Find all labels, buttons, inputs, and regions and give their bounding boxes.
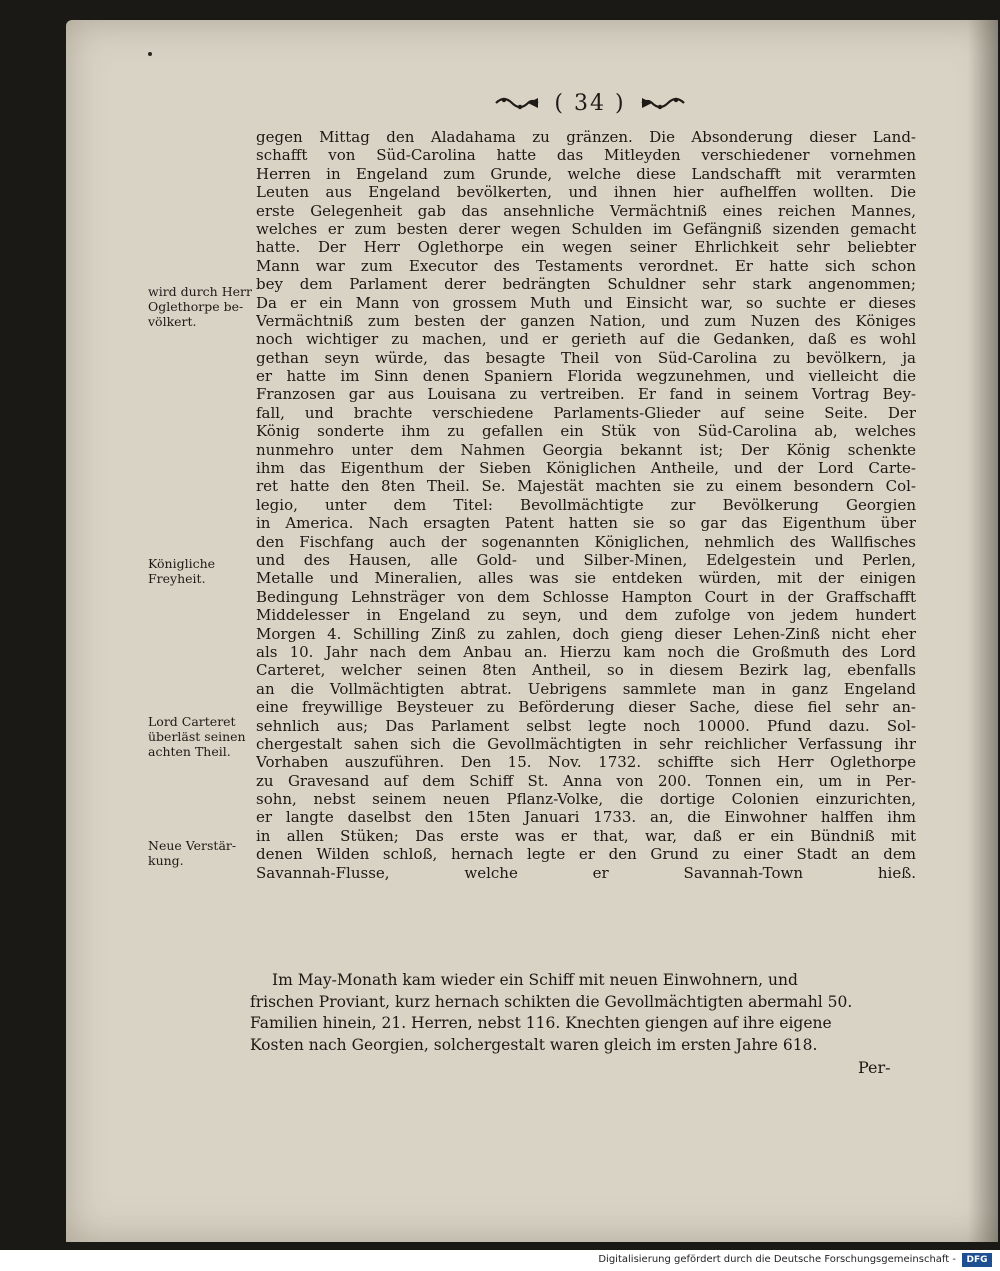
text-line: sohn, nebst seinem neuen Pflanz-Volke, die dortige Colonien einzurichten,	[256, 790, 916, 809]
text-line: Mann war zum Executor des Testaments verordnet. Er hatte sich schon	[256, 256, 916, 275]
text-line: Familien hinein, 21. Herren, nebst 116. Knechten giengen auf ihre eigene	[250, 1014, 832, 1032]
dfg-logo-icon: DFG	[962, 1253, 992, 1267]
text-line: Da er ein Mann von grossem Muth und Einsicht war, so suchte er dieses	[256, 293, 916, 312]
margin-note-line: Oglethorpe be-	[148, 299, 244, 314]
margin-note-carteret	[148, 714, 256, 759]
text-line: legio, unter dem Titel: Bevollmächtigte zur Bevölkerung Georgien	[256, 495, 916, 514]
text-line: eine freywillige Beysteuer zu Beförderung dieser Sache, diese fiel sehr an-	[256, 698, 916, 717]
text-line: zu Gravesand auf dem Schiff St. Anna von 200. Tonnen ein, um in Per-	[256, 771, 916, 790]
margin-note-line: Lord Carteret	[148, 714, 236, 729]
text-line: Vermächtniß zum besten der ganzen Nation, und zum Nuzen des Königes	[256, 311, 916, 330]
text-line: Carteret, welcher seinen 8ten Antheil, so in diesem Bezirk lag, ebenfalls	[256, 661, 916, 680]
text-line: in America. Nach ersagten Patent hatten sie so gar das Eigenthum über	[256, 514, 916, 533]
text-line: Middelesser in Engeland zu seyn, und dem zufolge von jedem hundert	[256, 606, 916, 625]
text-line: Franzosen gar aus Louisana zu vertreiben. Er fand in seinem Vortrag Bey-	[256, 385, 916, 404]
text-line: sehnlich aus; Das Parlament selbst legte noch 10000. Pfund dazu. Sol-	[256, 716, 916, 735]
text-line: fall, und brachte verschiedene Parlaments-Glieder auf seine Seite. Der	[256, 403, 916, 422]
catchword: Per-	[858, 1058, 891, 1077]
left-ornament-icon	[494, 94, 540, 112]
text-line: er langte daselbst den 15ten Januari 1733. an, die Einwohner halffen ihm	[256, 808, 916, 827]
text-line: ret hatte den 8ten Theil. Se. Majestät machten sie zu einem besondern Col-	[256, 477, 916, 496]
text-line: Im May-Monath kam wieder ein Schiff mit neuen Einwohnern, und	[272, 971, 798, 989]
text-line: Bedingung Lehnsträger von dem Schlosse Hampton Court in der Graffschafft	[256, 587, 916, 606]
margin-note-oglethorpe	[148, 284, 256, 329]
text-line: nunmehro unter dem Nahmen Georgia bekannt ist; Der König schenkte	[256, 440, 916, 459]
text-line: noch wichtiger zu machen, und er gerieth auf die Gedanken, daß es wohl	[256, 330, 916, 349]
main-paragraph	[256, 128, 916, 882]
margin-note-line: Neue Verstär-	[148, 838, 237, 853]
text-line: Savannah-Flusse, welche er Savannah-Town hieß.	[256, 863, 916, 882]
text-line: und des Hausen, alle Gold- und Silber-Minen, Edelgestein und Perlen,	[256, 550, 916, 569]
margin-note-line: Königliche	[148, 556, 216, 571]
text-line: Herren in Engeland zum Grunde, welche diese Landschafft mit verarmten	[256, 164, 916, 183]
text-line: Morgen 4. Schilling Zinß zu zahlen, doch gieng dieser Lehen-Zinß nicht eher	[256, 624, 916, 643]
text-line: Vorhaben auszuführen. Den 15. Nov. 1732. schiffte sich Herr Oglethorpe	[256, 753, 916, 772]
margin-note-line: völkert.	[148, 314, 197, 329]
text-line: chergestalt sahen sich die Gevollmächtigten in sehr reichlicher Verfassung ihr	[256, 734, 916, 753]
margin-note-line: achten Theil.	[148, 744, 231, 759]
text-line: schafft von Süd-Carolina hatte das Mitleyden verschiedener vornehmen	[256, 146, 916, 165]
text-line: er hatte im Sinn denen Spaniern Florida wegzunehmen, und vielleicht die	[256, 367, 916, 386]
text-line: erste Gelegenheit gab das ansehnliche Vermächtniß eines reichen Mannes,	[256, 201, 916, 220]
text-line: bey dem Parlament derer bedrängten Schuldner sehr stark angenommen;	[256, 275, 916, 294]
text-line: frischen Proviant, kurz hernach schikten die Gevollmächtigten abermahl 50.	[250, 992, 853, 1011]
margin-note-line: kung.	[148, 853, 184, 868]
second-paragraph	[250, 970, 926, 1056]
text-line: Leuten aus Engeland bevölkerten, und ihnen hier aufhelffen wollten. Die	[256, 183, 916, 202]
text-line: denen Wilden schloß, hernach legte er den Grund zu einer Stadt an dem	[256, 845, 916, 864]
page-number: ( 34 )	[554, 90, 626, 116]
margin-note-freyheit	[148, 556, 256, 586]
text-line: den Fischfang auch der sogenannten Königlichen, nehmlich des Wallfisches	[256, 532, 916, 551]
margin-note-line: Freyheit.	[148, 571, 206, 586]
margin-note-line: überläst seinen	[148, 729, 246, 744]
text-line: an die Vollmächtigten abtrat. Uebrigens sammlete man in ganz Engeland	[256, 679, 916, 698]
right-ornament-icon	[640, 94, 686, 112]
text-line: hatte. Der Herr Oglethorpe ein wegen seiner Ehrlichkeit sehr beliebter	[256, 238, 916, 257]
text-line: als 10. Jahr nach dem Anbau an. Hierzu kam noch die Großmuth des Lord	[256, 642, 916, 661]
text-line: Kosten nach Georgien, solchergestalt waren gleich im ersten Jahre 618.	[250, 1035, 818, 1054]
text-line: Metalle und Mineralien, alles was sie entdeken würden, mit der einigen	[256, 569, 916, 588]
text-line: ihm das Eigenthum der Sieben Königlichen Antheile, und der Lord Carte-	[256, 459, 916, 478]
text-line: König sonderte ihm zu gefallen ein Stük von Süd-Carolina ab, welches	[256, 422, 916, 441]
ink-dot	[148, 52, 152, 56]
text-line: gegen Mittag den Aladahama zu gränzen. Die Absonderung dieser Land-	[256, 128, 916, 146]
page-header	[470, 88, 710, 118]
text-line: in allen Stüken; Das erste was er that, war, daß er ein Bündniß mit	[256, 826, 916, 845]
footer-credit: Digitalisierung gefördert durch die Deutsche Forschungsgemeinschaft -	[598, 1254, 956, 1265]
text-line: gethan seyn würde, das besagte Theil von Süd-Carolina zu bevölkern, ja	[256, 348, 916, 367]
margin-note-verstaerkung	[148, 838, 256, 868]
margin-note-line: wird durch Herr	[148, 284, 252, 299]
text-line: welches er zum besten derer wegen Schulden im Gefängniß sizenden gemacht	[256, 219, 916, 238]
